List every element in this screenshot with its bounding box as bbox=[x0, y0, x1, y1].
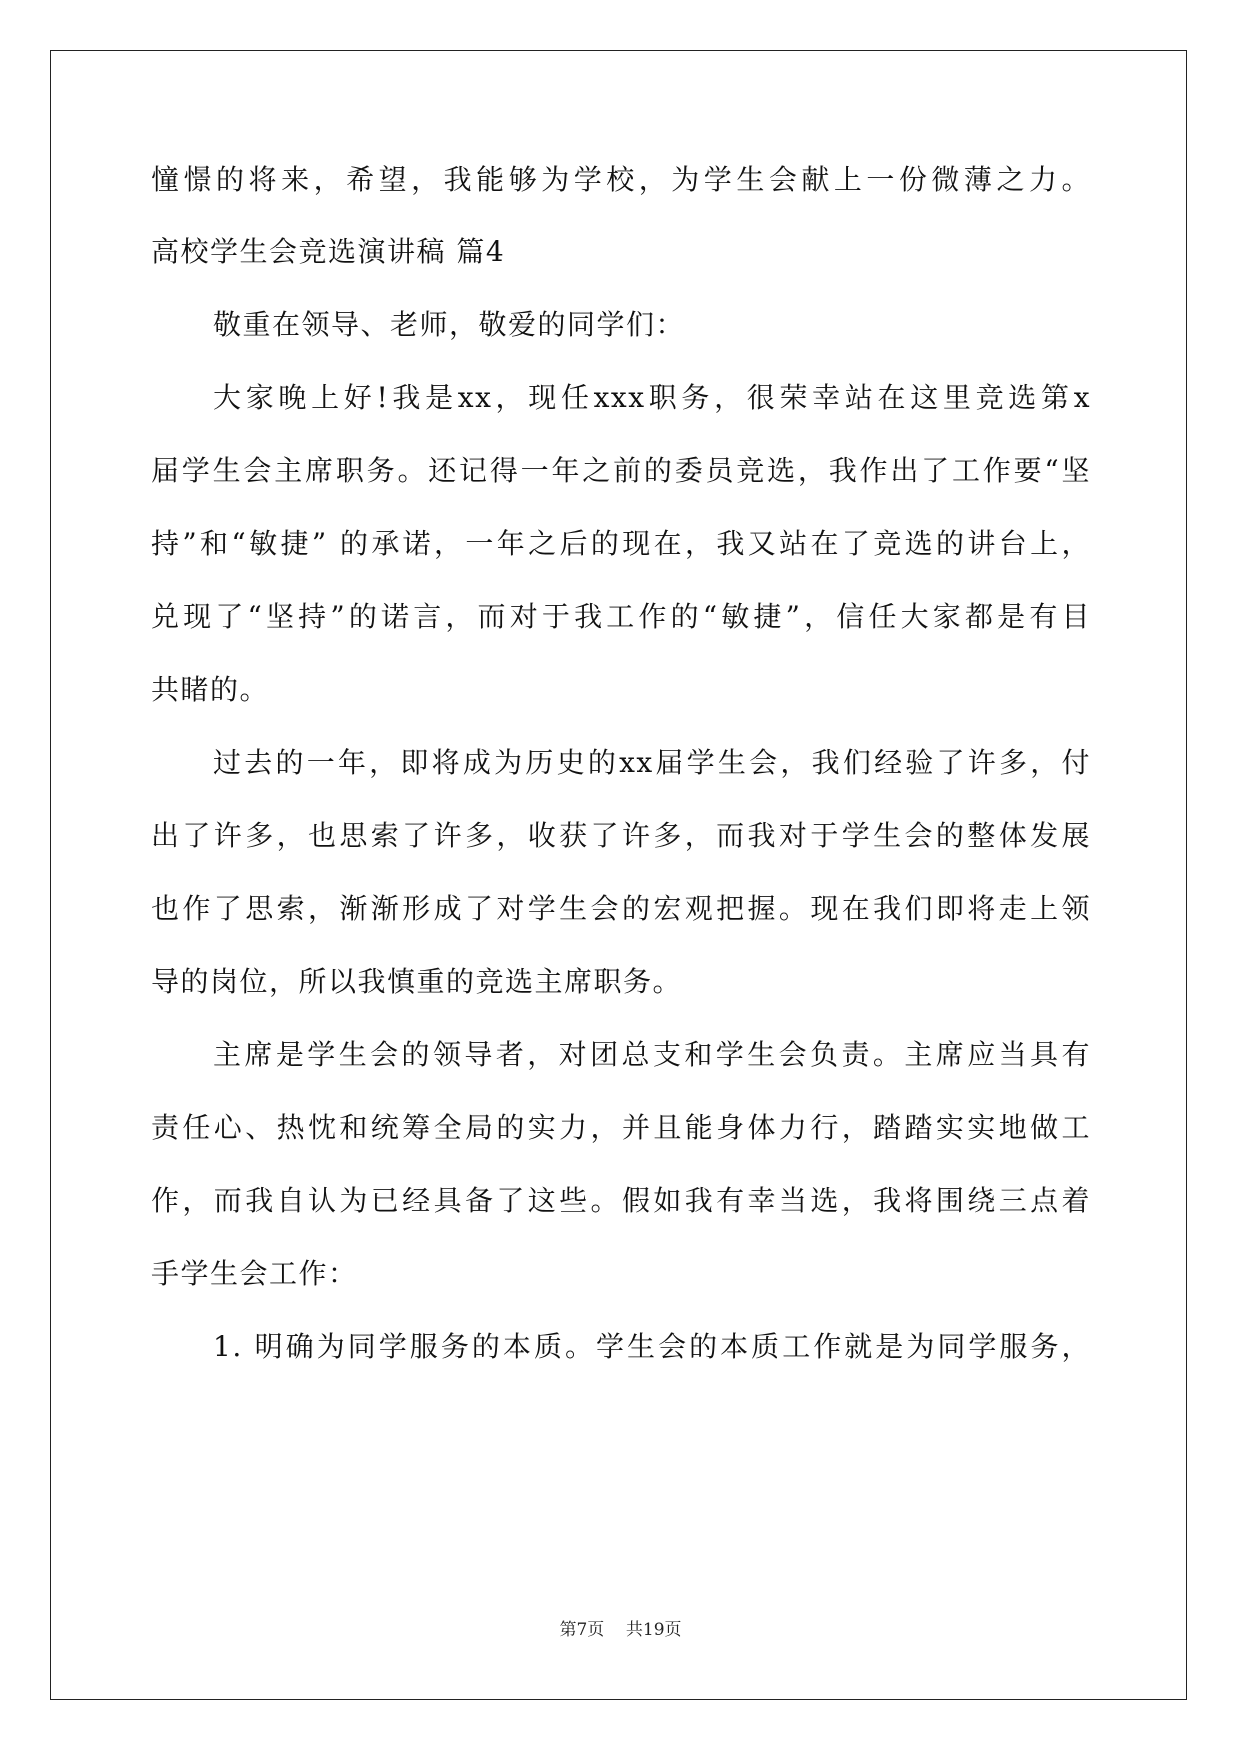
text-line: 大家晚上好!我是xx，现任xxx职务，很荣幸站在这里竞选第x bbox=[213, 381, 1091, 414]
list-item: 1. 明确为同学服务的本质。学生会的本质工作就是为同学服务， bbox=[213, 1330, 1091, 1363]
text-line: 兑现了“坚持”的诺言，而对于我工作的“敏捷”，信任大家都是有目 bbox=[151, 600, 1091, 633]
section-heading: 高校学生会竞选演讲稿 篇4 bbox=[151, 235, 506, 268]
text-line: 主席是学生会的领导者，对团总支和学生会负责。主席应当具有 bbox=[213, 1038, 1091, 1071]
text-line: 持”和“敏捷” 的承诺，一年之后的现在，我又站在了竞选的讲台上， bbox=[151, 527, 1091, 560]
text-line: 也作了思索，渐渐形成了对学生会的宏观把握。现在我们即将走上领 bbox=[151, 892, 1091, 925]
salutation: 敬重在领导、老师，敬爱的同学们： bbox=[213, 308, 686, 341]
text-line: 届学生会主席职务。还记得一年之前的委员竞选，我作出了工作要“坚 bbox=[151, 454, 1091, 487]
text-line: 导的岗位，所以我慎重的竞选主席职务。 bbox=[151, 965, 683, 998]
text-line: 作，而我自认为已经具备了这些。假如我有幸当选，我将围绕三点着 bbox=[151, 1184, 1091, 1217]
text-line: 手学生会工作： bbox=[151, 1257, 358, 1290]
text-line: 憧憬的将来，希望，我能够为学校，为学生会献上一份微薄之力。 bbox=[151, 163, 1091, 196]
text-line: 共睹的。 bbox=[151, 673, 270, 706]
text-line: 出了许多，也思索了许多，收获了许多，而我对于学生会的整体发展 bbox=[151, 819, 1091, 852]
text-line: 过去的一年，即将成为历史的xx届学生会，我们经验了许多，付 bbox=[213, 746, 1091, 779]
text-line: 责任心、热忱和统筹全局的实力，并且能身体力行，踏踏实实地做工 bbox=[151, 1111, 1091, 1144]
page-number: 第7页 bbox=[559, 1620, 605, 1640]
page-border bbox=[50, 50, 1187, 1700]
page-total: 共19页 bbox=[625, 1620, 682, 1640]
page-footer bbox=[0, 1618, 1241, 1642]
